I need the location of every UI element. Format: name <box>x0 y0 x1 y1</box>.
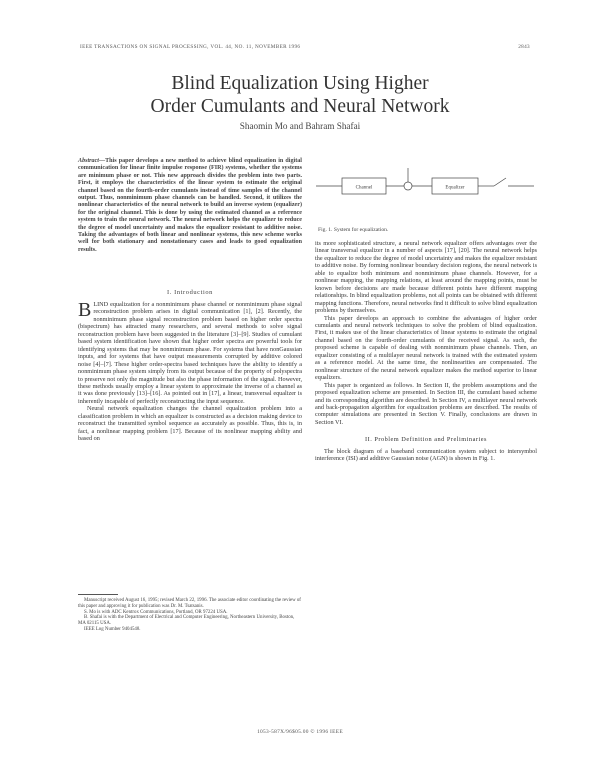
right-paragraph-3: This paper is organized as follows. In Section II, the problem assumptions and the proposed equalization scheme are presented. In Section III, the cumulant based scheme and its corresponding algorithm are described. In Section IV, a multilayer neural network and back-propagation algorithm for equalization problems are described. The results of computer simulations are presented in Section V. Finally, conclusions are drawn in Section VI. <box>315 381 537 426</box>
footnotes <box>78 598 302 633</box>
paper-title <box>80 72 520 118</box>
introduction-text <box>78 301 302 443</box>
intro-paragraph-2: Neural network equalization changes the channel equalization problem into a classification problem in which an equalizer is constructed as a decision making device to reconstruct the transmitted symbol sequence as accurately as possible. Thus, this is, in fact, a nonlinear mapping problem [17]. Because of its nonlinear mapping ability and based on <box>78 405 302 443</box>
section-heading-problem-definition: II. Problem Definition and Preliminaries <box>365 436 487 444</box>
running-header <box>80 44 530 54</box>
title-line-1: Blind Equalization Using Higher <box>171 73 429 94</box>
authors: Shaomin Mo and Bahram Shafai <box>239 121 361 131</box>
figure-1-caption: Fig. 1. System for equalization. <box>318 227 389 233</box>
summing-junction <box>404 182 412 190</box>
footnote-author-1: S. Mo is with ADC Kentrox Communications, Portland, OR 97224 USA. <box>84 609 228 615</box>
right-column-text <box>315 240 537 463</box>
title-line-2: Order Cumulants and Neural Network <box>150 96 450 117</box>
equalizer-label: Equalizer <box>445 185 465 191</box>
section-heading-introduction: I. Introduction <box>167 289 213 296</box>
footnote-rule <box>78 594 118 595</box>
abstract-lead: Abstract— <box>78 158 106 164</box>
footnote-log-number: IEEE Log Number 9404548. <box>84 626 141 632</box>
decision-switch <box>494 178 506 186</box>
channel-label: Channel <box>355 185 373 191</box>
copyright-line: 1053-587X/96$05.00 © 1996 IEEE <box>257 729 343 735</box>
footnote-author-2: B. Shafai is with the Department of Electrical and Computer Engineering, Northeastern University, Boston, MA 02115 USA. <box>78 615 295 627</box>
right-paragraph-2: This paper develops an approach to combine the advantages of higher order cumulants and neural network techniques to solve the problem of blind equalization. First, it makes use of the linear characteristics of linear systems to estimate the original channel based on the fourth-order cumulants of the received signal. As such, the proposed scheme is capable of dealing with nonminimum phase channels. Then, an equalizer consisting of a multilayer neural network is trained with the estimated system as a reference model. At the same time, the nonlinearities are compensated. The nonlinear structure of the neural network equalizer makes the method superior to linear equalizers. <box>315 314 537 382</box>
abstract <box>78 158 302 254</box>
journal-header: IEEE TRANSACTIONS ON SIGNAL PROCESSING, VOL. 44, NO. 11, NOVEMBER 1996 <box>80 44 301 50</box>
abstract-text: This paper develops a new method to achieve blind equalization in digital communication for linear finite impulse response (FIR) systems, whether the systems are minimum phase or not. This new approach divides the problem into two parts. First, it employs the characteristics of the linear system to estimate the original channel based on the fourth-order cumulants instead of time samples of the channel output. Thus, nonminimum phase channels can be handled. Second, it utilizes the nonlinear characteristics of the neural network to build an inverse system (equalizer) for the original channel. This is done by using the estimated channel as a reference system to train the neural network. The neural network helps the equalizer to reduce the degree of model uncertainty and makes the equalizer resistant to additive noise. Taking the advantages of both linear and nonlinear systems, this new scheme works well for both stationary and nonstationary cases and leads to good equalization results. <box>78 158 302 253</box>
right-paragraph-4: The block diagram of a baseband communication system subject to intersymbol interference (ISI) and additive Gaussian noise (AGN) is shown in Fig. 1. <box>315 447 537 463</box>
intro-paragraph-1: LIND equalization for a nonminimum phase channel or nonminimum phase signal reconstruction problem arises in digital communication [1], [2]. Recently, the nonminimum phase signal reconstruction problem based on higher order spectra (bispectrum) has attracted many researchers, and several methods to solve signal reconstruction problem have been suggested in the literature [3]–[9]. Studies of cumulant based system identification have shown that higher order spectra are powerful tools for identifying systems that may be nonminimum phase. For systems that have nonGaussian inputs, and for systems that have output measurements corrupted by additive colored noise [4]–[7]. These higher order-spectra based techniques have the ability to identify a nonminimum phase system simply from its output because of the property of polyspectra to preserve not only the magnitude but also the phase information of the signal. However, these methods usually employ a linear system to approximate the inverse of a channel as it was done previously [13]–[16]. As pointed out in [17], a linear, transversal equalizer is inherently incapable of perfectly reconstructing the input sequence. <box>78 301 302 405</box>
drop-cap: B <box>78 299 92 321</box>
figure-1-block-diagram <box>312 160 538 218</box>
page-number: 2843 <box>518 44 530 50</box>
right-paragraph-1: its more sophisticated structure, a neural network equalizer offers advantages over the linear transversal equalizer in a number of aspects [17], [20]. The neural network helps the equalizer to reduce the degree of model uncertainty and makes the equalizer resistant to additive noise. By forming nonlinear boundary decision regions, the neural network is able to equalize both minimum and nonminimum phase channels. However, for a nonlinear mapping, the mapping relations, at least around the mapping points, must be known before decisions are made because different points have different mapping relationships. In blind equalization problems, not all points can be obtained with different mapping functions. Therefore, neural networks find it difficult to solve blind equalization problems by themselves. <box>315 240 537 315</box>
footnote-manuscript: Manuscript received August 16, 1995; revised March 22, 1996. The associate editor coordinating the review of this paper and approving it for publication was Dr. M. Tsatsanis. <box>78 598 301 609</box>
